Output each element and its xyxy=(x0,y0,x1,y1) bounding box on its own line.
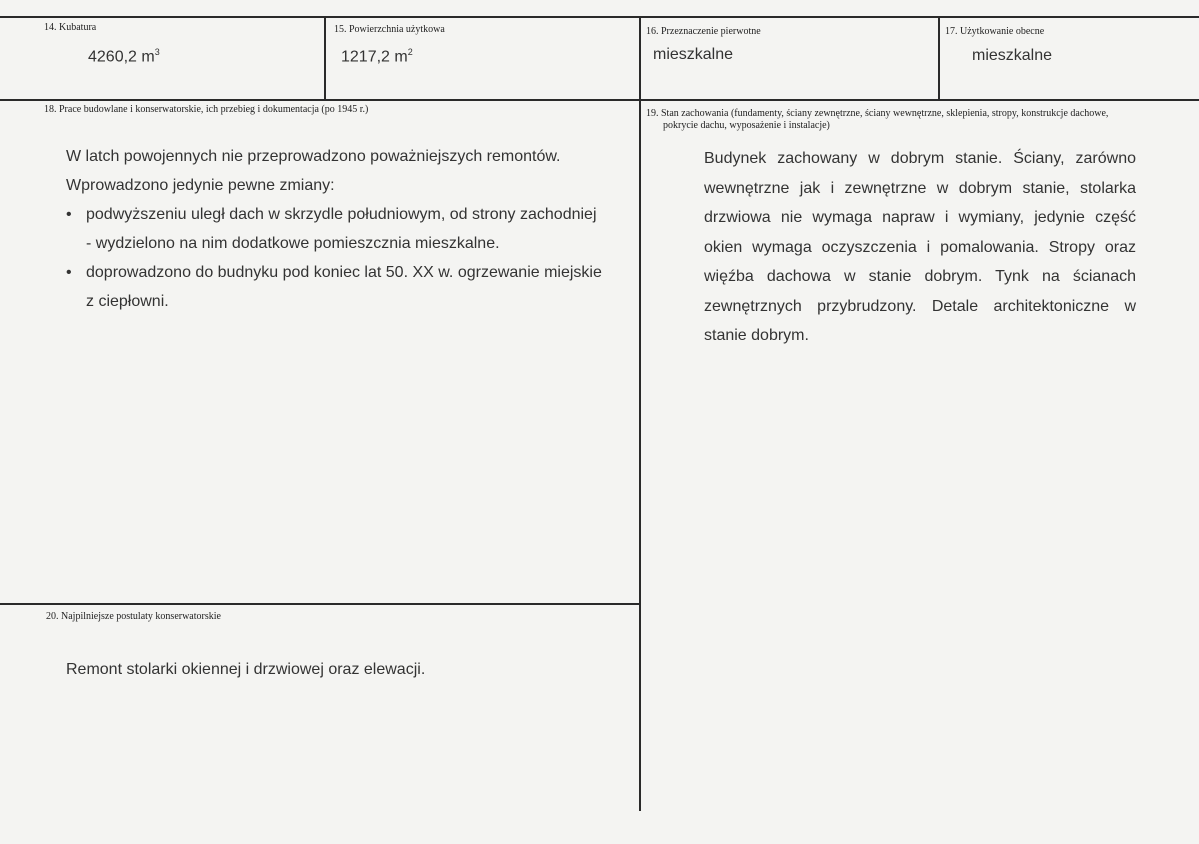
field-17-value: mieszkalne xyxy=(972,47,1053,64)
field-14-unit-exponent: 3 xyxy=(154,47,160,57)
field-16-value: mieszkalne xyxy=(653,46,734,63)
divider-15-16 xyxy=(639,16,641,100)
field-15-number: 1217,2 m xyxy=(341,48,408,66)
field-14-number: 4260,2 m xyxy=(88,48,155,66)
field-15-label: 15. Powierzchnia użytkowa xyxy=(334,24,445,35)
field-16-label: 16. Przeznaczenie pierwotne xyxy=(646,26,761,37)
field-18-list-item xyxy=(66,200,638,258)
field-20-label: 20. Najpilniejsze postulaty konserwatorskie xyxy=(46,611,221,622)
divider-18-19 xyxy=(639,99,641,811)
field-19-text: Budynek zachowany w dobrym stanie. Ściany, zarówno wewnętrzne jak i zewnętrzne w dobrym stanie, stolarka drzwiowa nie wymaga napraw i wymiany, jedynie część okien wymaga oczyszczenia i pomalowania. Stropy oraz więźba dachowa w stanie dobrym. Tynk na ścianach zewnętrznych przybrudzony. Detale architektoniczne w stanie dobrym. xyxy=(704,150,1136,344)
bullet-icon: • xyxy=(66,264,72,281)
field-19-label-line-1: 19. Stan zachowania (fundamenty, ściany zewnętrzne, ściany wewnętrzne, sklepienia, stropy, konstrukcje dachowe, xyxy=(646,108,1109,119)
field-18-text xyxy=(66,142,638,316)
field-18-list xyxy=(66,200,638,316)
field-18-bullet-1-line-1: podwyższeniu uległ dach w skrzydle południowym, od strony zachodniej xyxy=(86,206,597,223)
field-18-intro-1: W latch powojennych nie przeprowadzono poważniejszych remontów. xyxy=(66,148,561,165)
field-18-intro-2: Wprowadzono jedynie pewne zmiany: xyxy=(66,177,335,194)
field-18-bullet-1-line-2: - wydzielono na nim dodatkowe pomieszcznia mieszkalne. xyxy=(86,235,500,252)
field-18-clip xyxy=(0,0,638,340)
field-18-bullet-2-line-1: doprowadzono do budnyku pod koniec lat 50. XX w. ogrzewanie miejskie xyxy=(86,264,602,281)
field-18-bullet-2-line-2: z ciepłowni. xyxy=(86,293,169,310)
field-15-unit-exponent: 2 xyxy=(407,47,413,57)
field-17-label: 17. Użytkowanie obecne xyxy=(945,26,1045,37)
field-18-list-item xyxy=(66,258,638,316)
bullet-icon: • xyxy=(66,206,72,223)
divider-18-20 xyxy=(0,603,641,605)
field-18-label: 18. Prace budowlane i konserwatorskie, ich przebieg i dokumentacja (po 1945 r.) xyxy=(44,104,369,115)
field-19-label-line-2: pokrycie dachu, wyposażenie i instalacje) xyxy=(663,120,830,131)
field-14-label: 14. Kubatura xyxy=(44,22,97,33)
field-20-text: Remont stolarki okiennej i drzwiowej oraz elewacji. xyxy=(66,661,426,678)
divider-16-17 xyxy=(938,16,940,100)
